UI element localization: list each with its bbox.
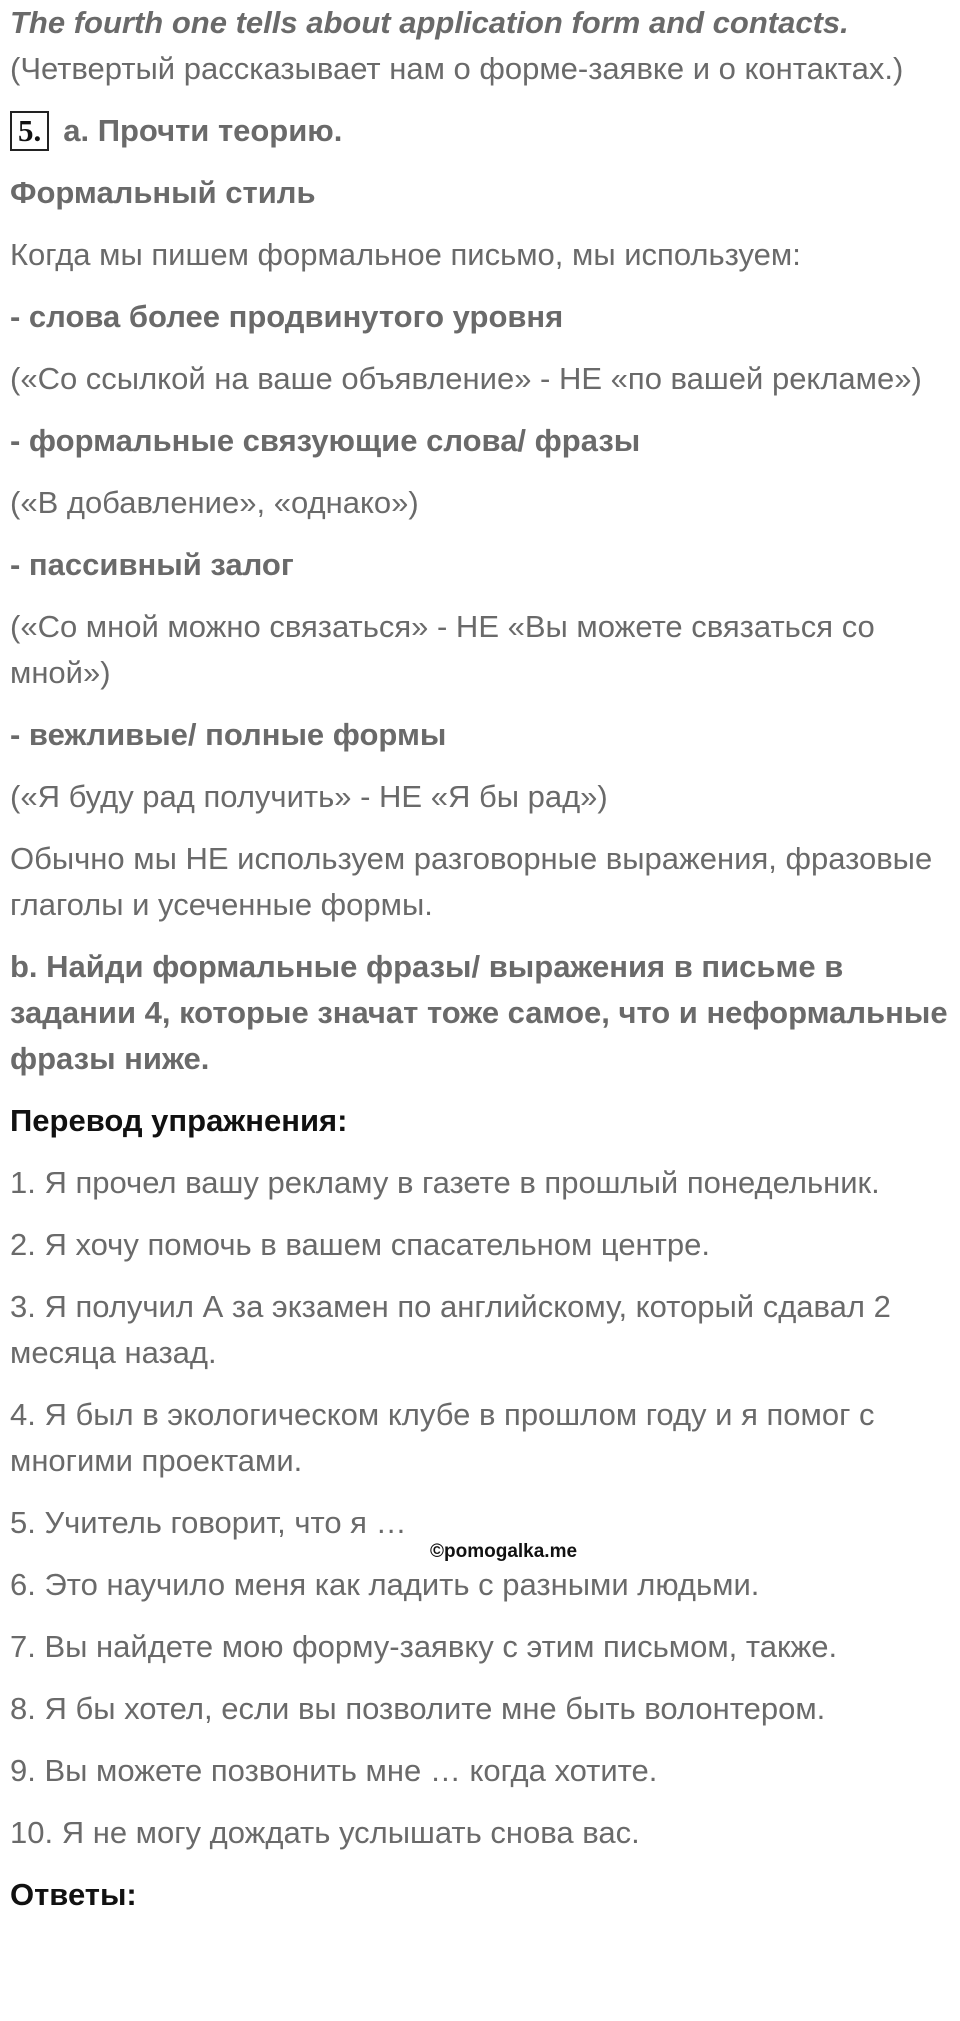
translation-item: 6. Это научило меня как ладить с разными людьми. [10, 1567, 760, 1602]
task-header [10, 108, 955, 154]
answers-heading: Ответы: [10, 1877, 137, 1912]
translation-item: 8. Я бы хотел, если вы позволите мне быть волонтером. [10, 1691, 826, 1726]
translation-heading: Перевод упражнения: [10, 1103, 348, 1138]
watermark: ©pomogalka.me [430, 1541, 578, 1562]
document [10, 0, 955, 1934]
point-title: - пассивный залог [10, 547, 294, 582]
intro-english: The fourth one tells about application form and contacts. [10, 5, 849, 40]
task-part-a: a. Прочти теорию. [63, 113, 343, 148]
point-title: - формальные связующие слова/ фразы [10, 423, 641, 458]
translation-item: 3. Я получил А за экзамен по английскому, который сдавал 2 месяца назад. [10, 1289, 891, 1370]
translation-item: 9. Вы можете позвонить мне … когда хотите. [10, 1753, 658, 1788]
task-number-badge: 5. [10, 111, 49, 151]
translation-item: 1. Я прочел вашу рекламу в газете в прошлый понедельник. [10, 1165, 880, 1200]
style-note: Обычно мы НЕ используем разговорные выражения, фразовые глаголы и усеченные формы. [10, 841, 933, 922]
point-example: («Со мной можно связаться» - НЕ «Вы можете связаться со мной») [10, 609, 875, 690]
point-title: - слова более продвинутого уровня [10, 299, 564, 334]
point-example: («Я буду рад получить» - НЕ «Я бы рад») [10, 779, 608, 814]
lead-text: Когда мы пишем формальное письмо, мы используем: [10, 237, 801, 272]
point-example: («В добавление», «однако») [10, 485, 419, 520]
section-heading: Формальный стиль [10, 175, 316, 210]
task-part-b: b. Найди формальные фразы/ выражения в письме в задании 4, которые значат тоже самое, что и неформальные фразы ниже. [10, 949, 948, 1076]
translation-item: 5. Учитель говорит, что я … [10, 1505, 407, 1540]
translation-item: 2. Я хочу помочь в вашем спасательном центре. [10, 1227, 710, 1262]
translation-item: 7. Вы найдете мою форму-заявку с этим письмом, также. [10, 1629, 838, 1664]
translation-item: 4. Я был в экологическом клубе в прошлом году и я помог с многими проектами. [10, 1397, 875, 1478]
translation-item: 10. Я не могу дождать услышать снова вас. [10, 1815, 640, 1850]
point-example: («Со ссылкой на ваше объявление» - НЕ «по вашей рекламе») [10, 361, 922, 396]
intro-russian: (Четвертый рассказывает нам о форме-заявке и о контактах.) [10, 51, 904, 86]
point-title: - вежливые/ полные формы [10, 717, 447, 752]
